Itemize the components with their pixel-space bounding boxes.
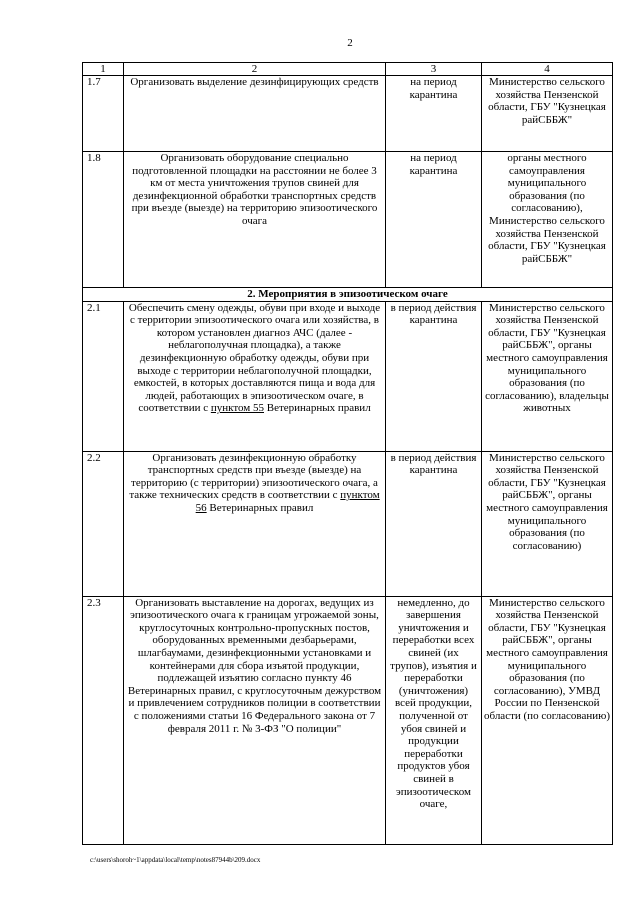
legal-reference-link[interactable]: пунктом 56 (195, 489, 380, 514)
table-row (83, 76, 613, 152)
responsible-text: Министерство сельского хозяйства Пензенской области, ГБУ "Кузнецкая райСББЖ", органы местного самоуправления муниципального образования (по согласованию) (482, 451, 613, 596)
responsible-text: Министерство сельского хозяйства Пензенской области, ГБУ "Кузнецкая райСББЖ", органы местного самоуправления муниципального образования (по согласованию), владельцы животных (482, 301, 613, 451)
row-number: 2.3 (83, 596, 124, 844)
row-number: 1.7 (83, 76, 124, 152)
row-number: 2.1 (83, 301, 124, 451)
table-row (83, 301, 613, 451)
period-text: немедленно, до завершения уничтожения и переработки всех свиней (их трупов), изъятия и переработки (уничтожения) всей продукции, полученной от убоя свиней и продукции переработки продуктов убоя свиней в эпизоотическом очаге, (386, 596, 482, 844)
activity-text: Организовать выделение дезинфицирующих средств (124, 76, 386, 152)
row-number: 2.2 (83, 451, 124, 596)
responsible-text: органы местного самоуправления муниципального образования (по согласованию), Министерство сельского хозяйства Пензенской области, ГБУ "Кузнецкая райСББЖ" (482, 152, 613, 288)
activity-text (124, 301, 386, 451)
section-title: 2. Мероприятия в эпизоотическом очаге (83, 288, 613, 302)
period-text: в период действия карантина (386, 301, 482, 451)
period-text: на период карантина (386, 152, 482, 288)
column-number-2: 2 (124, 63, 386, 76)
column-number-1: 1 (83, 63, 124, 76)
period-text: на период карантина (386, 76, 482, 152)
responsible-text: Министерство сельского хозяйства Пензенской области, ГБУ "Кузнецкая райСББЖ" (482, 76, 613, 152)
table-row (83, 451, 613, 596)
activity-text-part: Организовать дезинфекционную обработку транспортных средств при въезде (выезде) на территорию (с территории) эпизоотического очага, а также технических средств в соответствии с (129, 451, 378, 502)
activity-text-part: Ветеринарных правил (266, 402, 371, 415)
page-number: 2 (347, 37, 353, 49)
measures-table (82, 62, 613, 845)
row-number: 1.8 (83, 152, 124, 288)
responsible-text: Министерство сельского хозяйства Пензенской области, ГБУ "Кузнецкая райСББЖ", органы местного самоуправления муниципального образования (по согласованию), УМВД России по Пензенской области (по согласованию) (482, 596, 613, 844)
activity-text: Организовать оборудование специально подготовленной площадки на расстоянии не более 3 км от места уничтожения трупов свиней для дезинфекционной обработки транспортных средств при въезде (выезде) на территорию эпизоотического очага (124, 152, 386, 288)
section-header-row (83, 288, 613, 302)
column-number-4: 4 (482, 63, 613, 76)
legal-reference-link[interactable]: пунктом 55 (210, 402, 264, 415)
document-path-footer: c:\users\shoroh~1\appdata\local\temp\notes87944b\209.docx (90, 856, 261, 864)
activity-text-part: Обеспечить смену одежды, обуви при входе и выходе с территории эпизоотического очага или хозяйства, в котором установлен диагноз АЧС (далее - неблагополучная площадка), а также дезинфекционную обработку одежды, обуви при выходе с территории неблагополучной площадки, емкостей, в которых доставляются пища и вода для людей, работающих в эпизоотическом очаге, в соответствии с (128, 301, 381, 415)
table-row (83, 596, 613, 844)
activity-text: Организовать выставление на дорогах, ведущих из эпизоотического очага к границам угрожаемой зоны, круглосуточных контрольно-пропускных постов, оборудованных временными дезбарьерами, шлагбаумами, дезинфекционными установками и контейнерами для сбора изъятой продукции, подлежащей изъятию согласно пункту 46 Ветеринарных правил, с круглосуточным дежурством и привлечением сотрудников полиции в соответствии с положениями статьи 16 Федерального закона от 7 февраля 2011 г. № 3-ФЗ "О полиции" (124, 596, 386, 844)
table-header-row (83, 63, 613, 76)
period-text: в период действия карантина (386, 451, 482, 596)
table-row (83, 152, 613, 288)
activity-text-part: Ветеринарных правил (209, 501, 314, 514)
column-number-3: 3 (386, 63, 482, 76)
activity-text (124, 451, 386, 596)
